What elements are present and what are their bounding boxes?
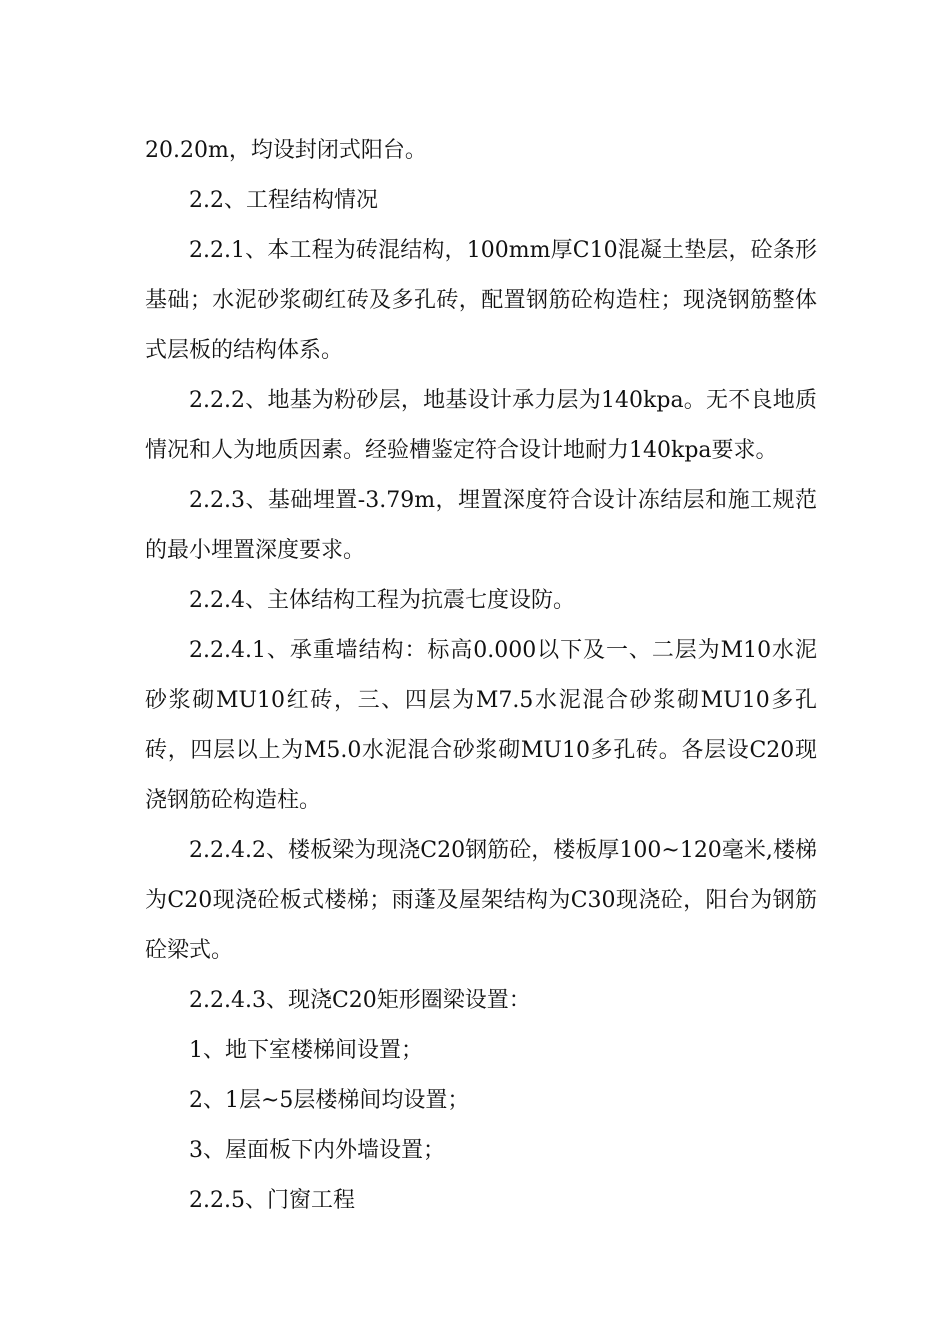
heading-structure: 2.2、工程结构情况: [189, 188, 378, 213]
list-item-3: 3、屋面板下内外墙设置；: [189, 1138, 445, 1163]
paragraph-2-2-1: 2.2.1、本工程为砖混结构，100mm厚C10混凝土垫层，砼条形基础；水泥砂浆砌红砖及多孔砖，配置钢筋砼构造柱；现浇钢筋整体式层板的结构体系。: [145, 238, 817, 363]
heading-doors-windows: 2.2.5、门窗工程: [189, 1188, 355, 1213]
paragraph-2-2-4: 2.2.4、主体结构工程为抗震七度设防。: [189, 588, 575, 613]
paragraph-2-2-4-3: 2.2.4.3、现浇C20矩形圈梁设置：: [189, 988, 531, 1013]
paragraph-balcony: 20.20m，均设封闭式阳台。: [145, 138, 427, 163]
document-body: [145, 126, 817, 1226]
list-item-1: 1、地下室楼梯间设置；: [189, 1038, 423, 1063]
paragraph-2-2-4-1: 2.2.4.1、承重墙结构：标高0.000以下及一、二层为M10水泥砂浆砌MU10红砖，三、四层为M7.5水泥混合砂浆砌MU10多孔砖，四层以上为M5.0水泥混合砂浆砌MU10多孔砖。各层设C20现浇钢筋砼构造柱。: [145, 638, 817, 813]
paragraph-2-2-2: 2.2.2、地基为粉砂层，地基设计承力层为140kpa。无不良地质情况和人为地质因素。经验槽鉴定符合设计地耐力140kpa要求。: [145, 388, 817, 463]
list-item-2: 2、1层~5层楼梯间均设置；: [189, 1088, 470, 1113]
paragraph-2-2-3: 2.2.3、基础埋置-3.79m，埋置深度符合设计冻结层和施工规范的最小埋置深度要求。: [145, 488, 817, 563]
paragraph-2-2-4-2: 2.2.4.2、楼板梁为现浇C20钢筋砼，楼板厚100~120毫米,楼梯为C20现浇砼板式楼梯；雨蓬及屋架结构为C30现浇砼，阳台为钢筋砼梁式。: [145, 838, 817, 963]
